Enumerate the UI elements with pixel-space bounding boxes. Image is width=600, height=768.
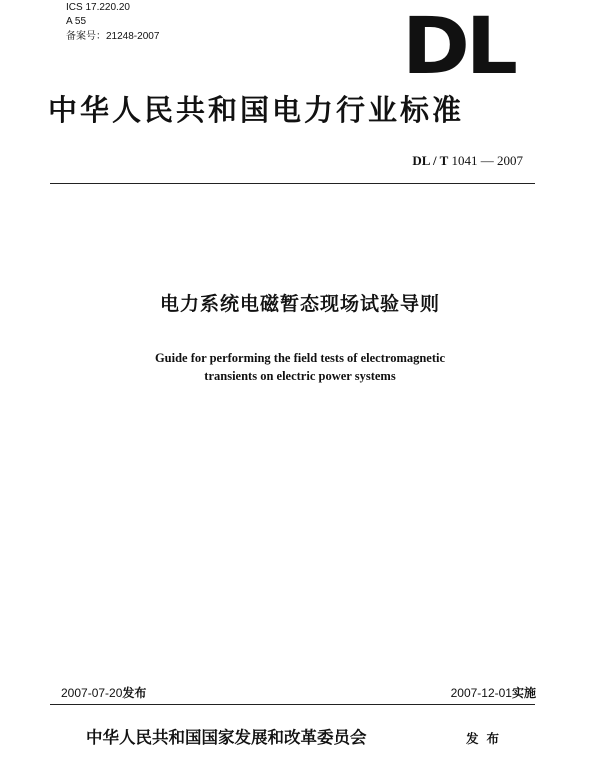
english-title-line-1: Guide for performing the field tests of electromagnetic — [154, 351, 446, 365]
chinese-title: 电力系统电磁暂态现场试验导则 — [159, 293, 440, 315]
industry-standard-title: 中华人民共和国电力行业标准 — [48, 93, 465, 127]
standard-code: DL / T — [412, 153, 449, 168]
issue-label: 发布 — [122, 686, 147, 700]
dl-logo: DL — [402, 2, 514, 92]
issue-date — [61, 686, 146, 700]
standard-number — [412, 153, 523, 169]
classification-code: A 55 — [66, 16, 87, 27]
implementation-date-value: 2007-12-01 — [450, 686, 512, 700]
issue-date-value: 2007-07-20 — [61, 686, 123, 700]
implementation-label: 实施 — [511, 686, 536, 700]
ics-code: ICS 17.220.20 — [66, 2, 130, 13]
top-divider — [50, 183, 535, 184]
bottom-divider — [50, 704, 535, 705]
publish-word: 发布 — [466, 731, 508, 746]
record-number: 备案号：21248-2007 — [66, 31, 160, 42]
english-title-line-2: transients on electric power systems — [204, 369, 396, 383]
implementation-date — [451, 686, 536, 700]
publisher-name: 中华人民共和国国家发展和改革委员会 — [86, 728, 367, 747]
english-title — [0, 349, 600, 385]
standard-number-value: 1041 — 2007 — [451, 153, 523, 168]
